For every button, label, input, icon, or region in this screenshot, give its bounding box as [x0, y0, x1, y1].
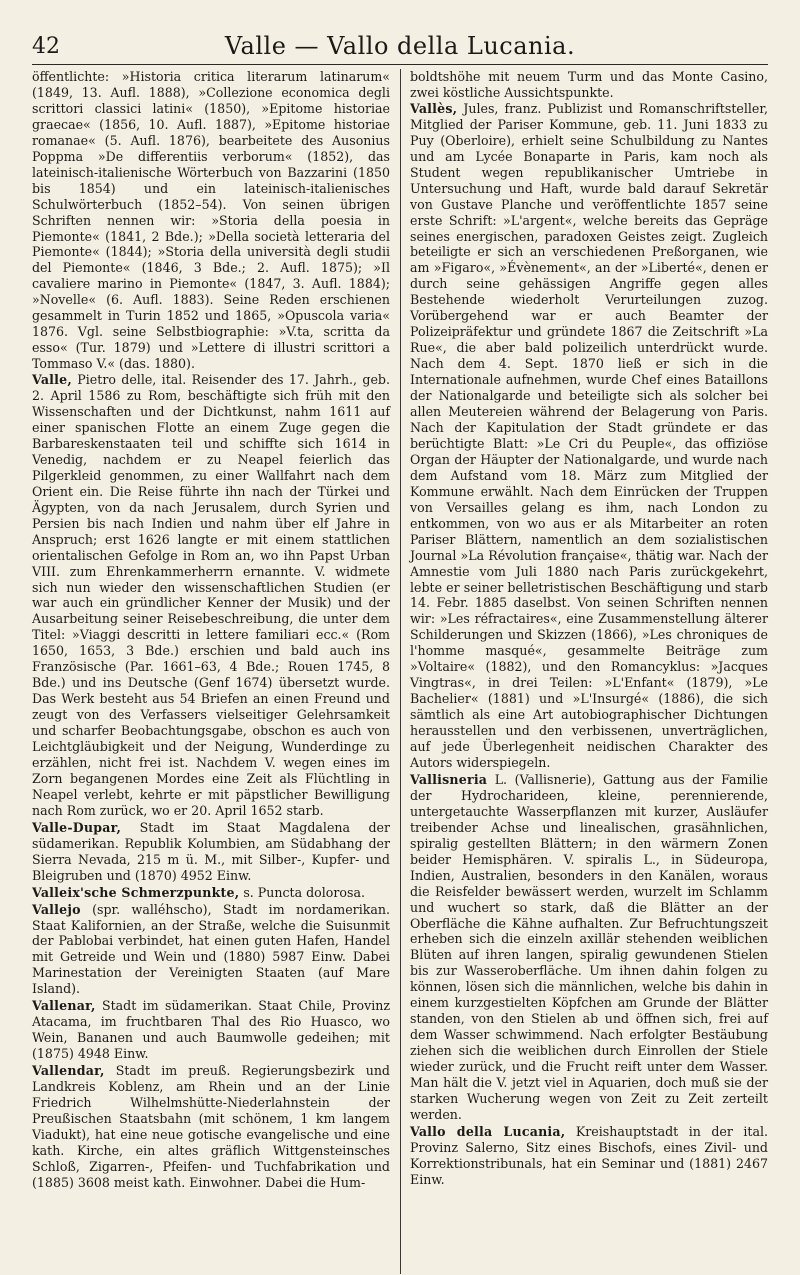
entry-text: Stadt im Staat Magdalena der südamerikan. Republik Kolumbien, am Südabhang der Sierra Nevada, 215 m ü. M., mit Silber-, Kupfer- und Bleigruben und (1870) 4952 Einw.: [32, 819, 390, 883]
entry-text: Kreishauptstadt in der ital. Provinz Salerno, Sitz eines Bischofs, eines Zivil- und Korrektionstribunals, hat ein Seminar und (1881) 2467 Einw.: [410, 1123, 768, 1187]
entry-lemma: Vallenar,: [32, 998, 96, 1014]
entry-vallo-della-lucania: [410, 1124, 768, 1188]
entry-vallejo: [32, 902, 390, 998]
entry-lemma: Vallejo: [32, 901, 81, 917]
page-header: [32, 30, 768, 65]
entry-text: (spr. walléhscho), Stadt im nordamerikan. Staat Kalifornien, an der Straße, welche die Suisunmit der Pablobai verbindet, hat einen guten Hafen, Handel mit Getreide und Wein und (1880) 5987 Einw. Dabei Marinestation der Vereinigten Staaten (auf Mare Island).: [32, 901, 390, 997]
entry-vallenar: [32, 998, 390, 1062]
entry-valles: [410, 101, 768, 771]
entry-valle-dupar: [32, 820, 390, 884]
entry-lemma: Vallo della Lucania,: [410, 1123, 566, 1139]
page-number: 42: [32, 34, 60, 59]
entry-lemma: Valle-Dupar,: [32, 819, 122, 835]
two-column-body: [32, 69, 768, 1191]
entry-vallendar: [32, 1063, 390, 1191]
entry-text: s. Puncta dolorosa.: [239, 884, 365, 900]
entry-text: Jules, franz. Publizist und Romanschriftsteller, Mitglied der Pariser Kommune, geb. 11. Juni 1833 zu Puy (Oberloire), erhielt seine Schulbildung zu Nantes und am Lycée Bonaparte in Paris, kam noch als Student wegen republikanischer Umtriebe in Untersuchung und Haft, wurde bald darauf Sekretär von Gustave Planche und veröffentlichte 1857 seine erste Schrift: »L'argent«, welche bereits das Gepräge seines energischen, paradoxen Geistes zeigt. Zugleich beteiligte er sich an verschiedenen Preßorganen, wie am »Figaro«, »Évènement«, an der »Liberté«, denen er durch seine gehässigen Angriffe gegen alles Bestehende wiederholt Verurteilungen zuzog. Vorübergehend war er auch Beamter der Polizeipräfektur und gründete 1867 die Zeitschrift »La Rue«, die aber bald polizeilich unterdrückt wurde. Nach dem 4. Sept. 1870 ließ er sich in die Internationale aufnehmen, wurde Chef eines Bataillons der Nationalgarde und beteiligte sich als solcher bei allen Meutereien während der Belagerung von Paris. Nach der Kapitulation der Stadt gründete er das berüchtigte Blatt: »Le Cri du Peuple«, das offiziöse Organ der Häupter der Nationalgarde, und wurde nach dem Aufstand vom 18. März zum Mitglied der Kommune erwählt. Nach dem Einrücken der Truppen von Versailles gelang es ihm, nach London zu entkommen, von wo aus er als Mitarbeiter an roten Pariser Blättern, namentlich an dem sozialistischen Journal »La Révolution française«, thätig war. Nach der Amnestie vom Juli 1880 nach Paris zurückgekehrt, lebte er seiner belletristischen Beschäftigung und starb 14. Febr. 1885 daselbst. Von seinen Schriften nennen wir: »Les réfractaires«, eine Zusammenstellung älterer Schilderungen und Skizzen (1866), »Les chroniques de l'homme masqué«, gesammelte Beiträge zum »Voltaire« (1882), und den Romancyklus: »Jacques Vingtras«, in drei Teilen: »L'Enfant« (1879), »Le Bachelier« (1881) und »L'Insurgé« (1886), die sich sämtlich als eine Art autobiographischer Dichtungen herausstellen und den verbissenen, unverträglichen, auf jede Überlegenheit neidischen Charakter des Autors widerspiegeln.: [410, 100, 768, 770]
left-column: [32, 69, 390, 1191]
running-head: Valle — Vallo della Lucania.: [224, 32, 576, 60]
entry-lemma: Vallisneria: [410, 771, 488, 787]
entry-vallisneria: [410, 772, 768, 1123]
entry-text: Pietro delle, ital. Reisender des 17. Jahrh., geb. 2. April 1586 zu Rom, beschäftigte sich früh mit den Wissenschaften und der Dichtkunst, nahm 1611 auf einer spanischen Flotte an einem Zuge gegen die Barbareskenstaaten teil und schiffte sich 1614 in Venedig, nachdem er zu Neapel feierlich das Pilgerkleid genommen, zu einer Wallfahrt nach dem Orient ein. Die Reise führte ihn nach der Türkei und Ägypten, von da nach Jerusalem, durch Syrien und Persien bis nach Indien und nahm über elf Jahre in Anspruch; erst 1626 langte er mit einem stattlichen orientalischen Gefolge in Rom an, wo ihn Papst Urban VIII. zum Ehrenkammerherrn ernannte. V. widmete sich nun wieder den wissenschaftlichen Studien (er war auch ein gründlicher Kenner der Musik) und der Ausarbeitung seiner Reisebeschreibung, die unter dem Titel: »Viaggi descritti in lettere familiari ecc.« (Rom 1650, 1653, 3 Bde.) erschien und bald auch ins Französische (Par. 1661–63, 4 Bde.; Rouen 1745, 8 Bde.) und ins Deutsche (Genf 1674) übersetzt wurde. Das Werk besteht aus 54 Briefen an einen Freund und zeugt von des Verfassers vielseitiger Gelehrsamkeit und scharfer Beobachtungsgabe, obschon es auch von Leichtgläubigkeit und der Neigung, Wunderdinge zu erzählen, nicht frei ist. Nachdem V. wegen eines im Zorn begangenen Mordes eine Zeit als Flüchtling in Neapel verlebt, kehrte er mit päpstlicher Bewilligung nach Rom zurück, wo er 20. April 1652 starb.: [32, 372, 390, 818]
entry-lemma: Valleix'sche Schmerzpunkte,: [32, 884, 240, 900]
entry-lemma: Vallès,: [410, 100, 458, 116]
entry-lemma: Vallendar,: [32, 1063, 105, 1079]
column-divider: [400, 69, 401, 1274]
right-column: [410, 69, 768, 1191]
entry-text: Stadt im preuß. Regierungsbezirk und Landkreis Koblenz, am Rhein und an der Linie Friedrich Wilhelmshütte-Niederlahnstein der Preußischen Staatsbahn (mit schönem, 1 km langem Viadukt), hat eine neue gotische evangelische und eine kath. Kirche, ein altes gräflich Wittgensteinsches Schloß, Zigarren-, Pfeifen- und Tuchfabrikation und (1885) 3608 meist kath. Einwohner. Dabei die Hum-: [32, 1063, 390, 1190]
continued-text: öffentlichte: »Historia critica literarum latinarum« (1849, 13. Aufl. 1888), »Collezione economica degli scrittori classici latini« (1850), »Epitome historiae graecae« (1856, 10. Aufl. 1887), »Epitome historiae romanae« (5. Aufl. 1876), bearbeitete des Ausonius Poppma »De differentiis verborum« (1852), das lateinisch-italienische Wörterbuch von Bazzarini (1850 bis 1854) und ein lateinisch-italienisches Schulwörterbuch (1852–54). Von seinen übrigen Schriften nennen wir: »Storia della poesia in Piemonte« (1841, 2 Bde.); »Della società letteraria del Piemonte« (1844); »Storia della università degli studii del Piemonte« (1846, 3 Bde.; 2. Aufl. 1875); »Il cavaliere marino in Piemonte« (1847, 3. Aufl. 1884); »Novelle« (6. Aufl. 1883). Seine Reden erschienen gesammelt in Turin 1852 und 1865, »Opuscola varia« 1876. Vgl. seine Selbstbiographie: »V.ta, scritta da esso« (Tur. 1879) und »Lettere di illustri scrittori a Tommaso V.« (das. 1880).: [32, 69, 390, 372]
entry-text: L. (Vallisnerie), Gattung aus der Familie der Hydrocharideen, kleine, perennierende, untergetauchte Wasserpflanzen mit kurzer, Ausläufer treibender Achse und linealischen, grasähnlichen, spiralig gestellten Blättern; in den wärmern Zonen beider Hemisphären. V. spiralis L., in Südeuropa, Indien, Australien, besonders in den Kanälen, woraus die Reisfelder bewässert werden, wurzelt im Schlamm und wuchert so stark, daß die Blätter an der Oberfläche die Kähne aufhalten. Zur Befruchtungszeit erheben sich die einzeln axillär stehenden weiblichen Blüten auf ihren langen, spiralig gewundenen Stielen bis zur Wasseroberfläche. Um ihnen dahin folgen zu können, lösen sich die männlichen, welche bis dahin in einem kurzgestielten Köpfchen am Grunde der Blätter standen, von den Stielen ab und öffnen sich, frei auf dem Wasser schwimmend. Nach erfolgter Bestäubung ziehen sich die weiblichen durch Einrollen der Stiele wieder zurück, und die Frucht reift unter dem Wasser. Man hält die V. jetzt viel in Aquarien, doch muß sie der starken Wucherung wegen von Zeit zu Zeit zerteilt werden.: [410, 771, 768, 1122]
entry-lemma: Valle,: [32, 372, 72, 388]
entry-text: Stadt im südamerikan. Staat Chile, Provinz Atacama, im fruchtbaren Thal des Rio Huasco, wo Wein, Bananen und auch Baumwolle gedeihen; mit (1875) 4948 Einw.: [32, 998, 390, 1062]
entry-valle: [32, 372, 390, 819]
continued-text: boldtshöhe mit neuem Turm und das Monte Casino, zwei köstliche Aussichtspunkte.: [410, 69, 768, 100]
entry-valleix: [32, 885, 390, 901]
